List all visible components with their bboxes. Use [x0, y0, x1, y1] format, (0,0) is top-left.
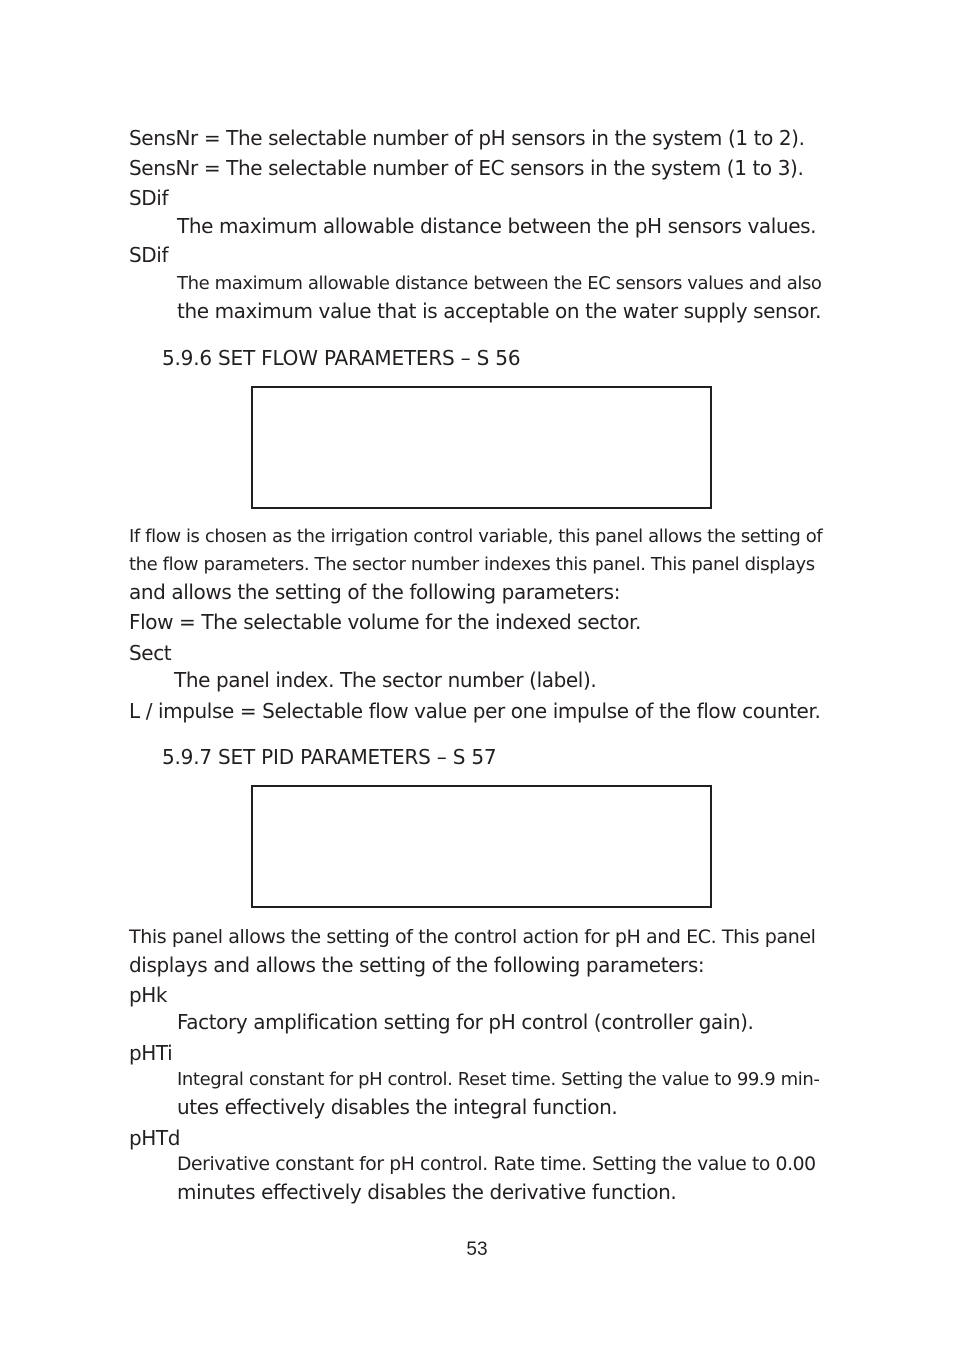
- flow-para-line-1: If flow is chosen as the irrigation control variable, this panel allows the setting of: [129, 526, 823, 547]
- flow-text: The selectable volume for the indexed sector.: [195, 610, 641, 634]
- flow-para-line-2: the flow parameters. The sector number indexes this panel. This panel displays: [129, 554, 815, 575]
- sect-desc: The panel index. The sector number (label).: [174, 668, 597, 692]
- phtd-desc-1: Derivative constant for pH control. Rate time. Setting the value to 0.00: [177, 1154, 816, 1175]
- pid-para-line-2: displays and allows the setting of the following parameters:: [129, 953, 705, 977]
- limpulse-term: L / impulse: [129, 699, 234, 723]
- sensnr-term: SensNr: [129, 156, 198, 180]
- flow-display-panel: [251, 386, 712, 509]
- sdif-ph-term: SDif: [129, 186, 169, 210]
- phti-term: pHTi: [129, 1041, 173, 1065]
- sdif-ph-desc: The maximum allowable distance between the pH sensors values.: [177, 214, 817, 238]
- sensnr-ec-line: [129, 154, 803, 182]
- sdif-ec-desc-1: The maximum allowable distance between the EC sensors values and also: [177, 273, 822, 294]
- phtd-desc-2: minutes effectively disables the derivative function.: [177, 1180, 677, 1204]
- limpulse-param-line: [129, 697, 820, 725]
- sect-term: Sect: [129, 641, 172, 665]
- sdif-ec-term: SDif: [129, 243, 169, 267]
- sdif-ec-desc-2: the maximum value that is acceptable on the water supply sensor.: [177, 299, 822, 323]
- sensnr-ph-line: [129, 124, 805, 152]
- phtd-term: pHTd: [129, 1126, 181, 1150]
- phti-desc-2: utes effectively disables the integral function.: [177, 1095, 618, 1119]
- phk-desc: Factory amplification setting for pH control (controller gain).: [177, 1010, 754, 1034]
- limpulse-text: = Selectable flow value per one impulse of the flow counter.: [233, 699, 821, 723]
- pid-section-heading: 5.9.7 SET PID PARAMETERS – S 57: [162, 745, 497, 769]
- sensnr-ph-text: = The selectable number of pH sensors in the system (1 to 2).: [197, 126, 805, 150]
- flow-para-line-3: and allows the setting of the following parameters:: [129, 580, 621, 604]
- flow-param-line: [129, 608, 641, 636]
- flow-section-heading: 5.9.6 SET FLOW PARAMETERS – S 56: [162, 346, 521, 370]
- sensnr-ec-text: = The selectable number of EC sensors in the system (1 to 3).: [197, 156, 804, 180]
- pid-para-line-1: This panel allows the setting of the control action for pH and EC. This panel: [129, 926, 816, 948]
- sensnr-term: SensNr: [129, 126, 198, 150]
- flow-term: Flow =: [129, 610, 196, 634]
- page-number: 53: [466, 1239, 488, 1260]
- pid-display-panel: [251, 785, 712, 908]
- phk-term: pHk: [129, 983, 168, 1007]
- phti-desc-1: Integral constant for pH control. Reset time. Setting the value to 99.9 min-: [177, 1069, 820, 1090]
